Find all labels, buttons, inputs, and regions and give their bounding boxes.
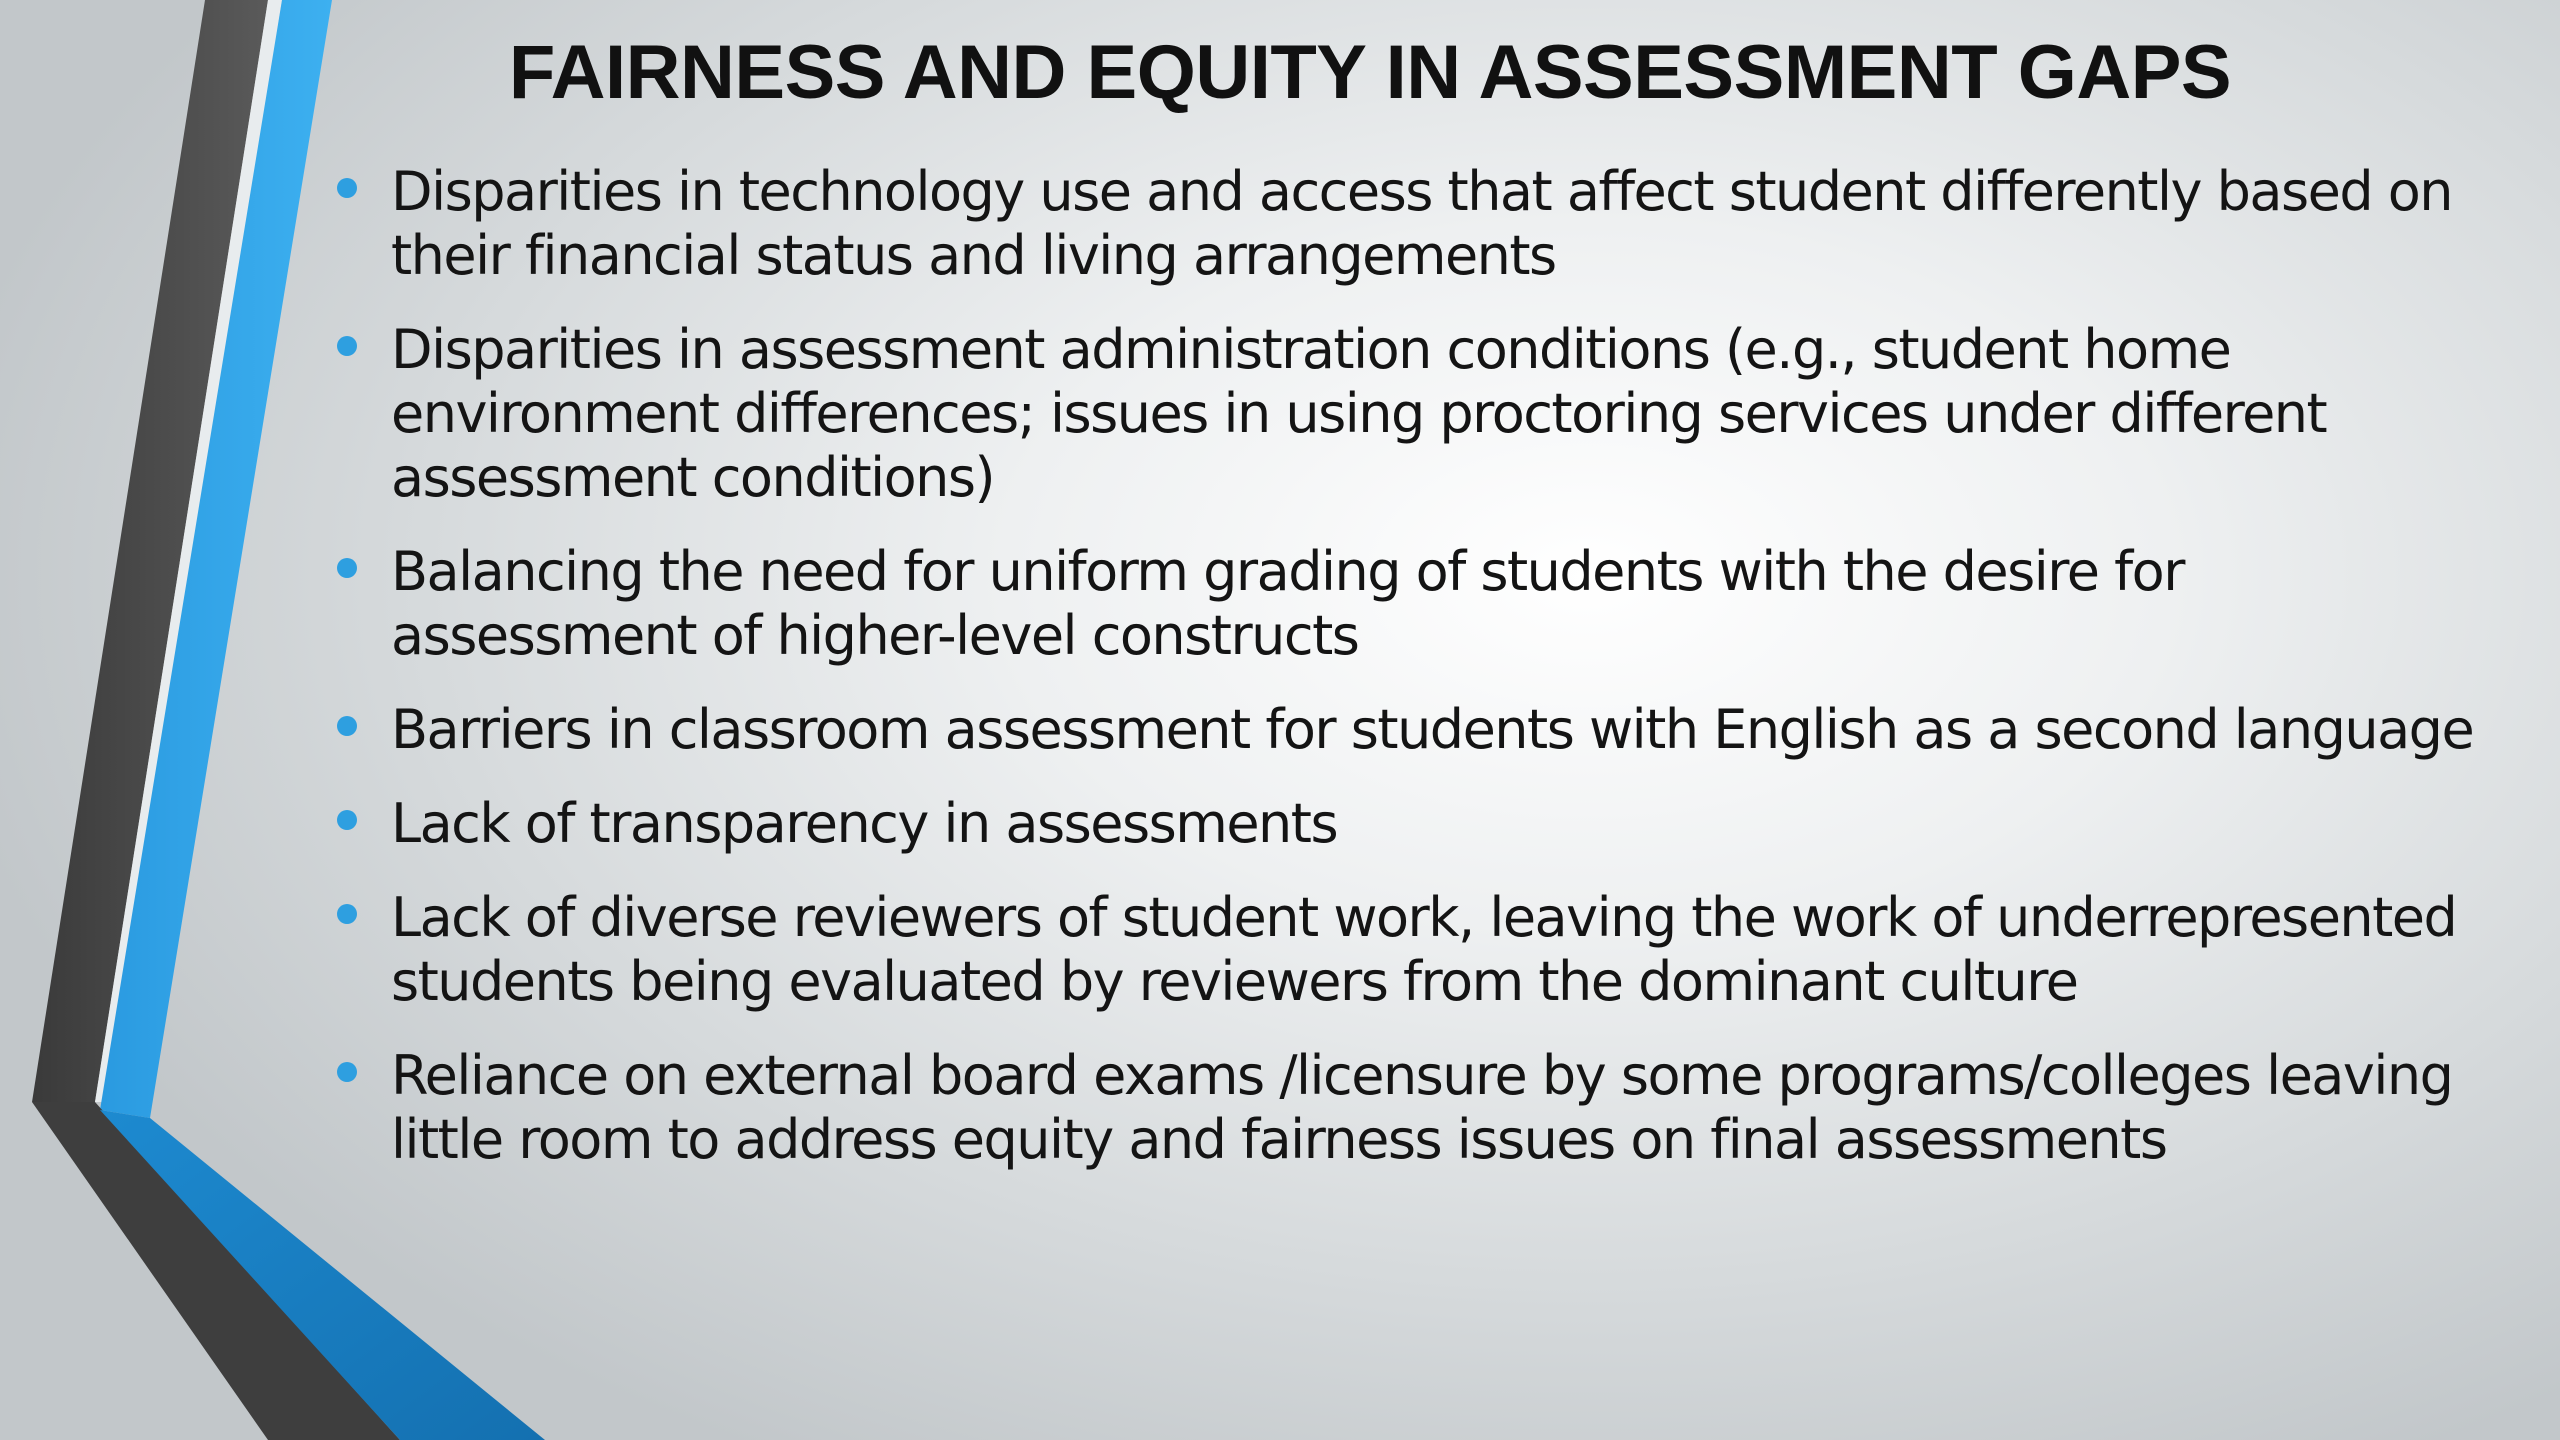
bullet-dot-icon	[337, 178, 357, 198]
bullet-dot-icon	[337, 558, 357, 578]
bullet-text: Lack of transparency in assessments	[391, 792, 1338, 855]
bullet-item	[332, 698, 2502, 762]
bullet-item	[332, 318, 2502, 510]
bullet-dot-icon	[337, 1062, 357, 1082]
bullet-item	[332, 792, 2502, 856]
slide-title: FAIRNESS AND EQUITY IN ASSESSMENT GAPS	[508, 30, 2232, 115]
bullet-text: Balancing the need for uniform grading of students with the desire for assessment of higher-level constructs	[391, 540, 2184, 667]
bullet-text: Lack of diverse reviewers of student work, leaving the work of underrepresented students being evaluated by reviewers from the dominant culture	[391, 886, 2457, 1013]
bullet-dot-icon	[337, 810, 357, 830]
bullet-item	[332, 1044, 2502, 1172]
bullet-dot-icon	[337, 716, 357, 736]
bullet-item	[332, 540, 2502, 668]
bullet-dot-icon	[337, 336, 357, 356]
bullet-text: Reliance on external board exams /licensure by some programs/colleges leaving little room to address equity and fairness issues on final assessments	[391, 1044, 2453, 1171]
bullet-text: Barriers in classroom assessment for students with English as a second language	[391, 698, 2474, 761]
bullet-text: Disparities in assessment administration conditions (e.g., student home environment differences; issues in using proctoring services under different assessment conditions)	[391, 318, 2327, 509]
bullet-item	[332, 160, 2502, 288]
bullet-list	[332, 160, 2502, 1202]
bullet-dot-icon	[337, 904, 357, 924]
bullet-item	[332, 886, 2502, 1014]
bullet-text: Disparities in technology use and access that affect student differently based on their financial status and living arrangements	[391, 160, 2453, 287]
